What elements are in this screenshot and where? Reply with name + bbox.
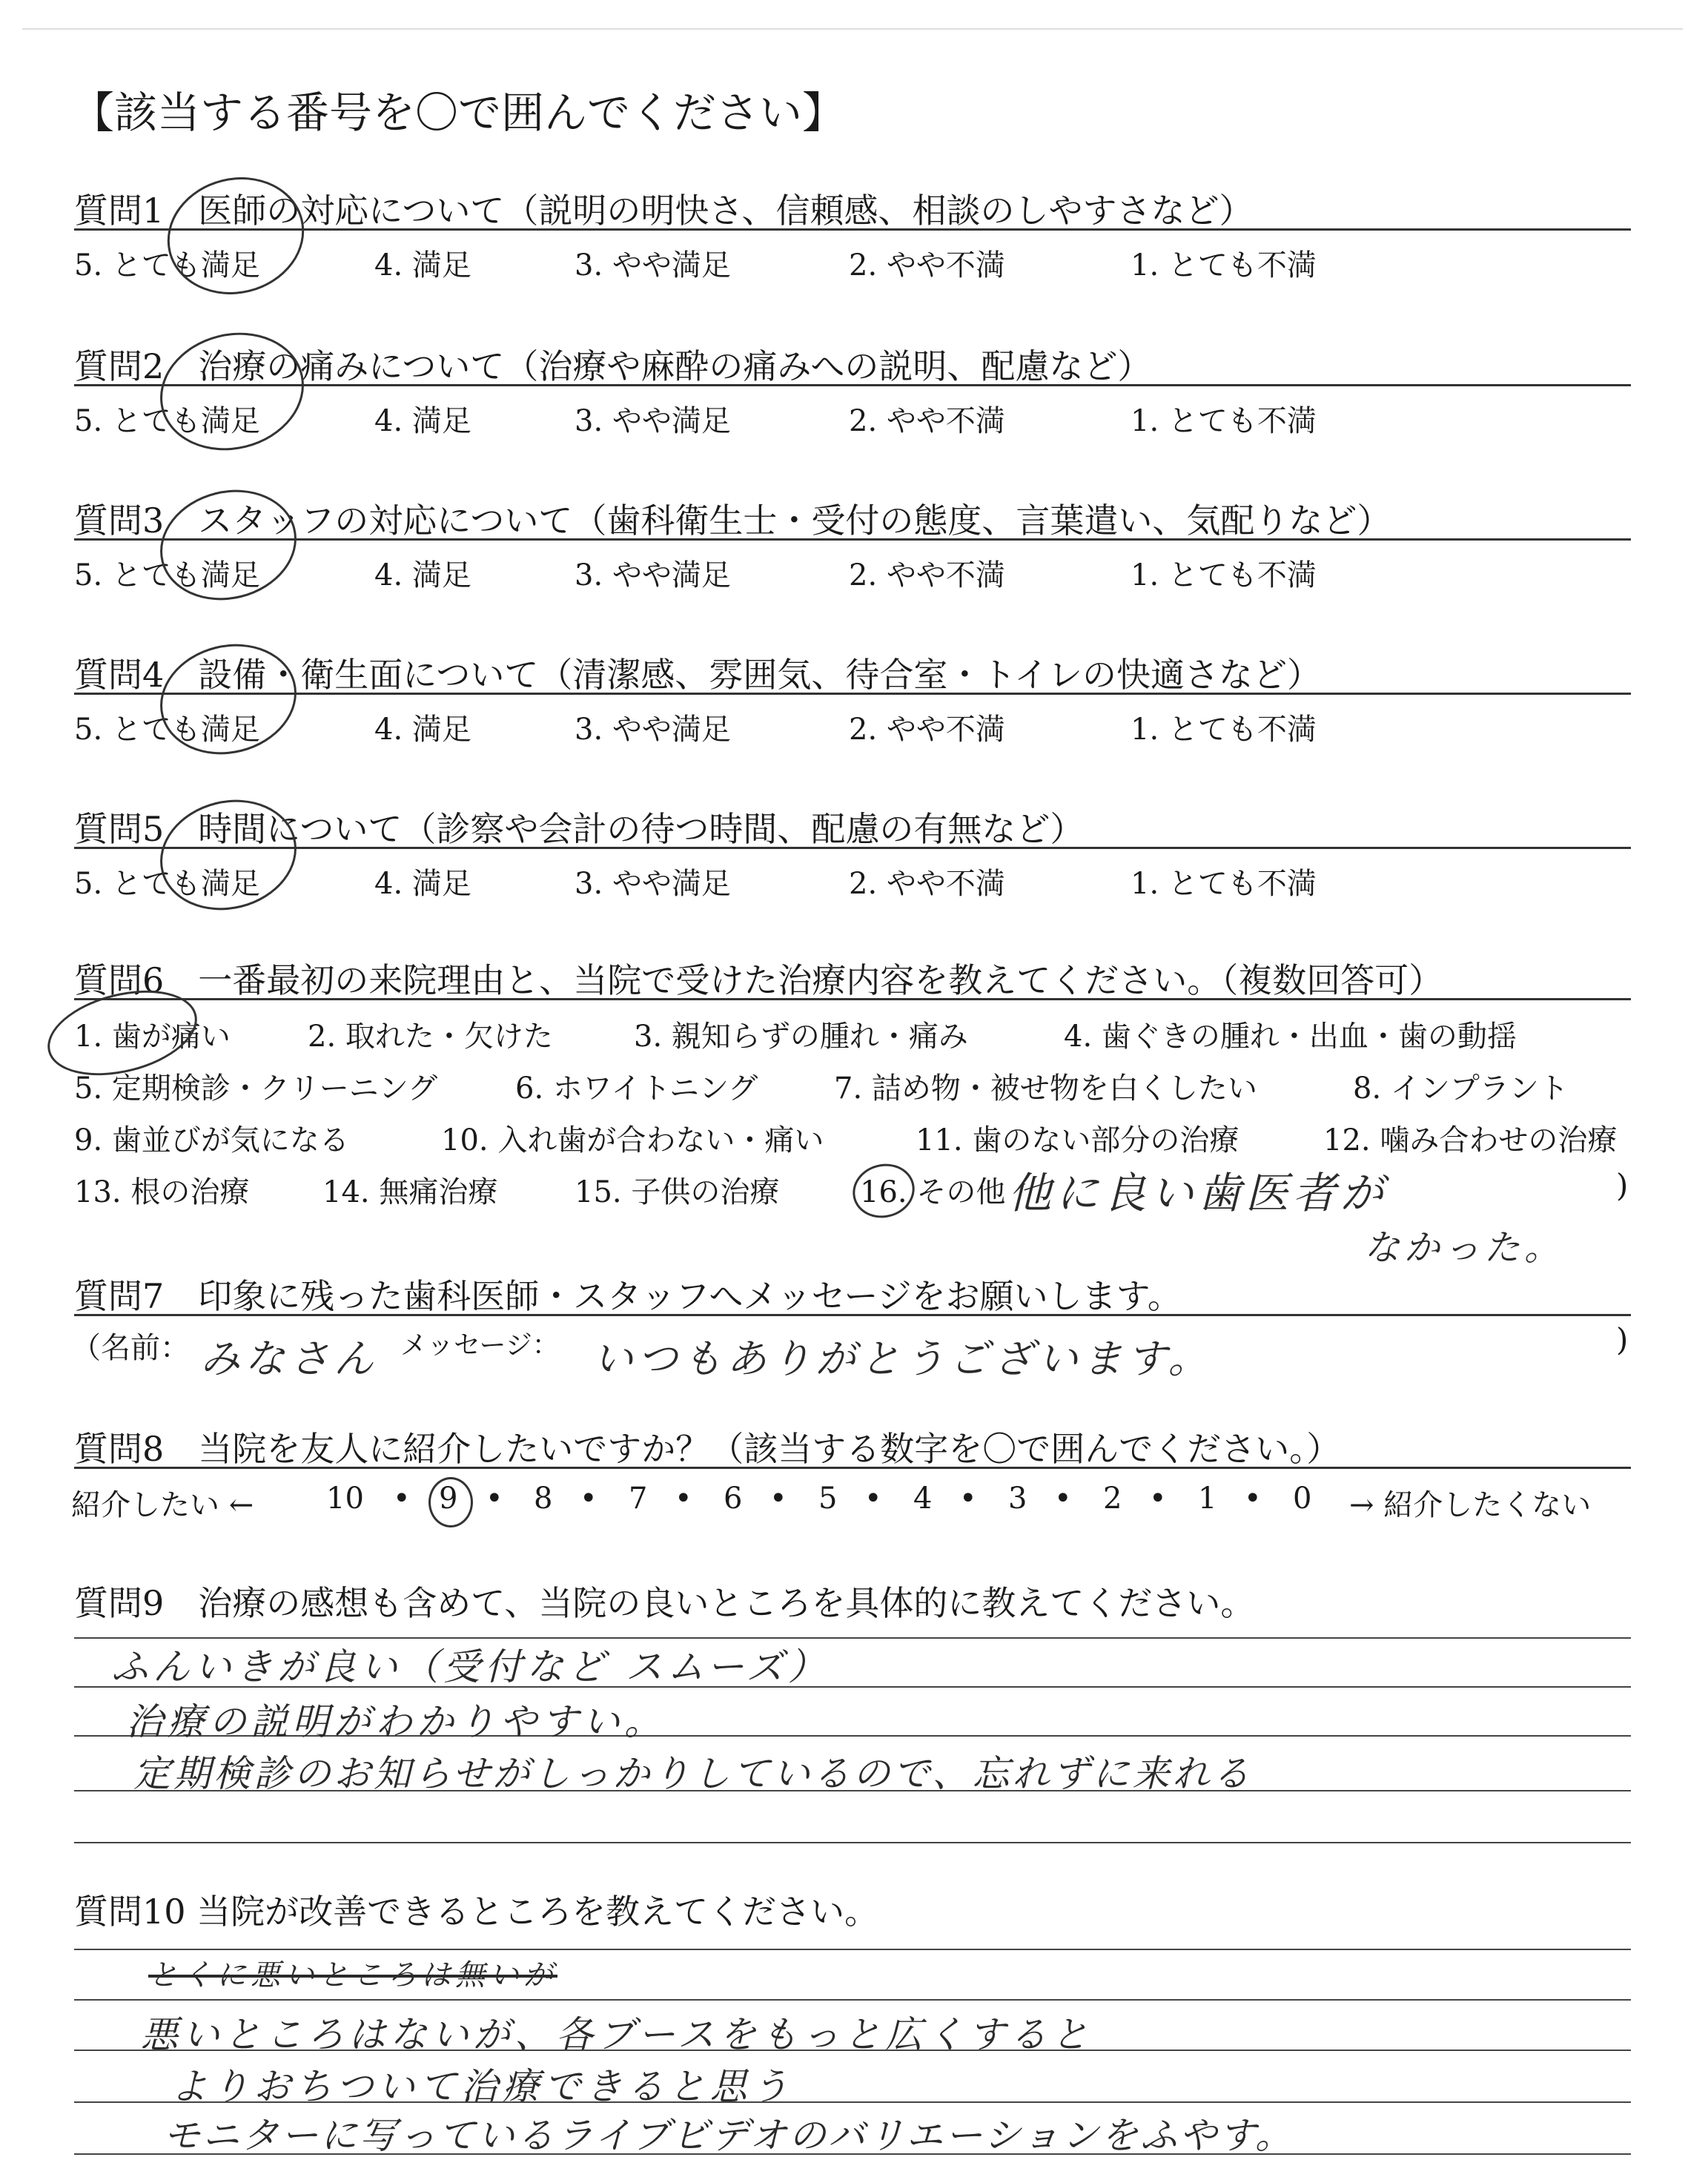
question-6-rule	[74, 998, 1631, 1000]
q5-option-2[interactable]: 2. やや不満	[849, 867, 1005, 901]
q8-dot: •	[580, 1482, 598, 1516]
q4-option-3[interactable]: 3. やや満足	[575, 713, 731, 747]
q7-message-label: メッセージ：	[400, 1330, 559, 1361]
q6-option-9[interactable]: 9. 歯並びが気になる	[74, 1123, 349, 1157]
q7-message-value: いつもありがとうございます。	[593, 1335, 1213, 1382]
q7-close-paren: )	[1616, 1321, 1629, 1358]
q8-score-10[interactable]: 10	[326, 1482, 364, 1516]
q2-option-1[interactable]: 1. とても不満	[1131, 404, 1317, 438]
q6-option-14[interactable]: 14. 無痛治療	[322, 1175, 498, 1209]
q6-other-answer-line2: なかった。	[1364, 1227, 1565, 1269]
question-3-rule	[74, 538, 1631, 541]
q3-option-4[interactable]: 4. 満足	[374, 558, 471, 592]
question-7-title: 質問7 印象に残った歯科医師・スタッフへメッセージをお願いします。	[74, 1276, 1182, 1316]
question-2-rule	[74, 384, 1631, 386]
q3-option-1[interactable]: 1. とても不満	[1131, 558, 1317, 592]
q6-option-13[interactable]: 13. 根の治療	[74, 1175, 250, 1209]
q7-name-value: みなさん	[200, 1335, 378, 1382]
q6-other-answer-line1: 他に良い歯医者が	[1008, 1168, 1388, 1218]
q8-score-7[interactable]: 7	[629, 1482, 648, 1516]
q8-score-8[interactable]: 8	[534, 1482, 553, 1516]
q9-write-line-5	[74, 1842, 1631, 1843]
q1-option-1[interactable]: 1. とても不満	[1131, 248, 1317, 283]
q6-option-16-circle	[847, 1157, 921, 1224]
q8-dot: •	[769, 1482, 787, 1516]
q8-score-4[interactable]: 4	[913, 1482, 933, 1516]
q8-dot: •	[1149, 1482, 1167, 1516]
q8-score-1[interactable]: 1	[1198, 1482, 1217, 1516]
q8-dot: •	[393, 1482, 411, 1516]
q8-dot: •	[864, 1482, 882, 1516]
q8-score-3[interactable]: 3	[1008, 1482, 1027, 1516]
q8-right-label: → 紹介したくない	[1349, 1488, 1592, 1522]
q6-option-4[interactable]: 4. 歯ぐきの腫れ・出血・歯の動揺	[1064, 1020, 1517, 1054]
q10-answer-line-3: モニターに写っているライブビデオのバリエーションをふやす。	[163, 2114, 1294, 2157]
q7-name-label: （名前：	[71, 1331, 190, 1365]
question-10-title: 質問10 当院が改善できるところを教えてください。	[74, 1892, 879, 1932]
question-7-rule	[74, 1314, 1631, 1316]
q8-score-5[interactable]: 5	[818, 1482, 838, 1516]
q9-answer-line-3: 定期検診のお知らせがしっかりしているので、忘れずに来れる	[133, 1752, 1253, 1795]
question-9-title: 質問9 治療の感想も含めて、当院の良いところを具体的に教えてください。	[74, 1583, 1255, 1623]
q6-option-6[interactable]: 6. ホワイトニング	[515, 1071, 758, 1106]
q6-option-12[interactable]: 12. 噛み合わせの治療	[1323, 1123, 1618, 1157]
q10-answer-line-2: よりおちついて治療できると思う	[171, 2065, 793, 2108]
q9-answer-line-1: ふんいきが良い（受付など スムーズ）	[111, 1645, 830, 1688]
question-1-title: 質問1 医師の対応について（説明の明快さ、信頼感、相談のしやすさなど）	[74, 191, 1254, 231]
q4-option-4[interactable]: 4. 満足	[374, 713, 471, 747]
q8-score-9-circle	[428, 1477, 473, 1527]
q8-left-label: 紹介したい ←	[71, 1488, 254, 1522]
q8-score-9[interactable]: 9	[439, 1482, 458, 1516]
q8-dot: •	[675, 1482, 692, 1516]
question-2-title: 質問2 治療の痛みについて（治療や麻酔の痛みへの説明、配慮など）	[74, 346, 1152, 386]
q10-write-line-2	[74, 1999, 1631, 2001]
q2-option-3[interactable]: 3. やや満足	[575, 404, 731, 438]
q10-answer-line-1: 悪いところはないが、各ブースをもっと広くすると	[141, 2013, 1093, 2056]
q9-answer-line-2: 治療の説明がわかりやすい。	[126, 1700, 666, 1743]
q1-option-5[interactable]: 5. とても満足	[74, 248, 260, 283]
q8-score-2[interactable]: 2	[1103, 1482, 1122, 1516]
q3-option-2[interactable]: 2. やや不満	[849, 558, 1005, 592]
q6-option-7[interactable]: 7. 詰め物・被せ物を白くしたい	[834, 1071, 1257, 1106]
question-5-title: 質問5 時間について（診察や会計の待つ時間、配慮の有無など）	[74, 809, 1085, 849]
q3-option-3[interactable]: 3. やや満足	[575, 558, 731, 592]
q10-write-line-1	[74, 1949, 1631, 1950]
q6-option-10[interactable]: 10. 入れ歯が合わない・痛い	[441, 1123, 824, 1157]
question-5-rule	[74, 847, 1631, 849]
q6-option-16[interactable]: 16. その他	[860, 1175, 1006, 1209]
q8-score-6[interactable]: 6	[724, 1482, 743, 1516]
q1-option-3[interactable]: 3. やや満足	[575, 248, 731, 283]
q1-option-4[interactable]: 4. 満足	[374, 248, 471, 283]
q6-close-paren: )	[1616, 1167, 1629, 1203]
q4-option-2[interactable]: 2. やや不満	[849, 713, 1005, 747]
q8-dot: •	[486, 1482, 503, 1516]
q6-option-3[interactable]: 3. 親知らずの腫れ・痛み	[634, 1020, 968, 1054]
question-1-rule	[74, 228, 1631, 231]
q8-dot: •	[1054, 1482, 1072, 1516]
q2-option-2[interactable]: 2. やや不満	[849, 404, 1005, 438]
q5-option-5[interactable]: 5. とても満足	[74, 867, 260, 901]
q6-option-15[interactable]: 15. 子供の治療	[575, 1175, 780, 1209]
question-4-rule	[74, 693, 1631, 695]
q8-dot: •	[1244, 1482, 1262, 1516]
question-4-title: 質問4 設備・衛生面について（清潔感、雰囲気、待合室・トイレの快適さなど）	[74, 655, 1322, 695]
q6-option-8[interactable]: 8. インプラント	[1353, 1071, 1569, 1106]
question-8-rule	[74, 1467, 1631, 1469]
question-8-title: 質問8 当院を友人に紹介したいですか？（該当する数字を〇で囲んでください。）	[74, 1429, 1341, 1469]
q6-option-11[interactable]: 11. 歯のない部分の治療	[916, 1123, 1239, 1157]
question-3-title: 質問3 スタッフの対応について（歯科衛生士・受付の態度、言葉遣い、気配りなど）	[74, 501, 1391, 541]
q4-option-1[interactable]: 1. とても不満	[1131, 713, 1317, 747]
q1-option-2[interactable]: 2. やや不満	[849, 248, 1005, 283]
q10-struck-line: とくに悪いところは無いが	[148, 1958, 557, 1992]
q2-option-4[interactable]: 4. 満足	[374, 404, 471, 438]
q4-option-5[interactable]: 5. とても満足	[74, 713, 260, 747]
scan-edge-line	[22, 28, 1683, 30]
q6-option-2[interactable]: 2. 取れた・欠けた	[308, 1020, 553, 1054]
q5-option-4[interactable]: 4. 満足	[374, 867, 471, 901]
q5-option-3[interactable]: 3. やや満足	[575, 867, 731, 901]
q8-dot: •	[959, 1482, 977, 1516]
q6-option-5[interactable]: 5. 定期検診・クリーニング	[74, 1071, 438, 1106]
question-6-title: 質問6 一番最初の来院理由と、当院で受けた治療内容を教えてください。（複数回答可）	[74, 960, 1443, 1000]
q3-option-5[interactable]: 5. とても満足	[74, 558, 260, 592]
page-heading: 【該当する番号を〇で囲んでください】	[71, 87, 846, 138]
q5-option-1[interactable]: 1. とても不満	[1131, 867, 1317, 901]
q8-score-0[interactable]: 0	[1293, 1482, 1312, 1516]
q2-option-5[interactable]: 5. とても満足	[74, 404, 260, 438]
q6-option-1[interactable]: 1. 歯が痛い	[74, 1020, 231, 1054]
